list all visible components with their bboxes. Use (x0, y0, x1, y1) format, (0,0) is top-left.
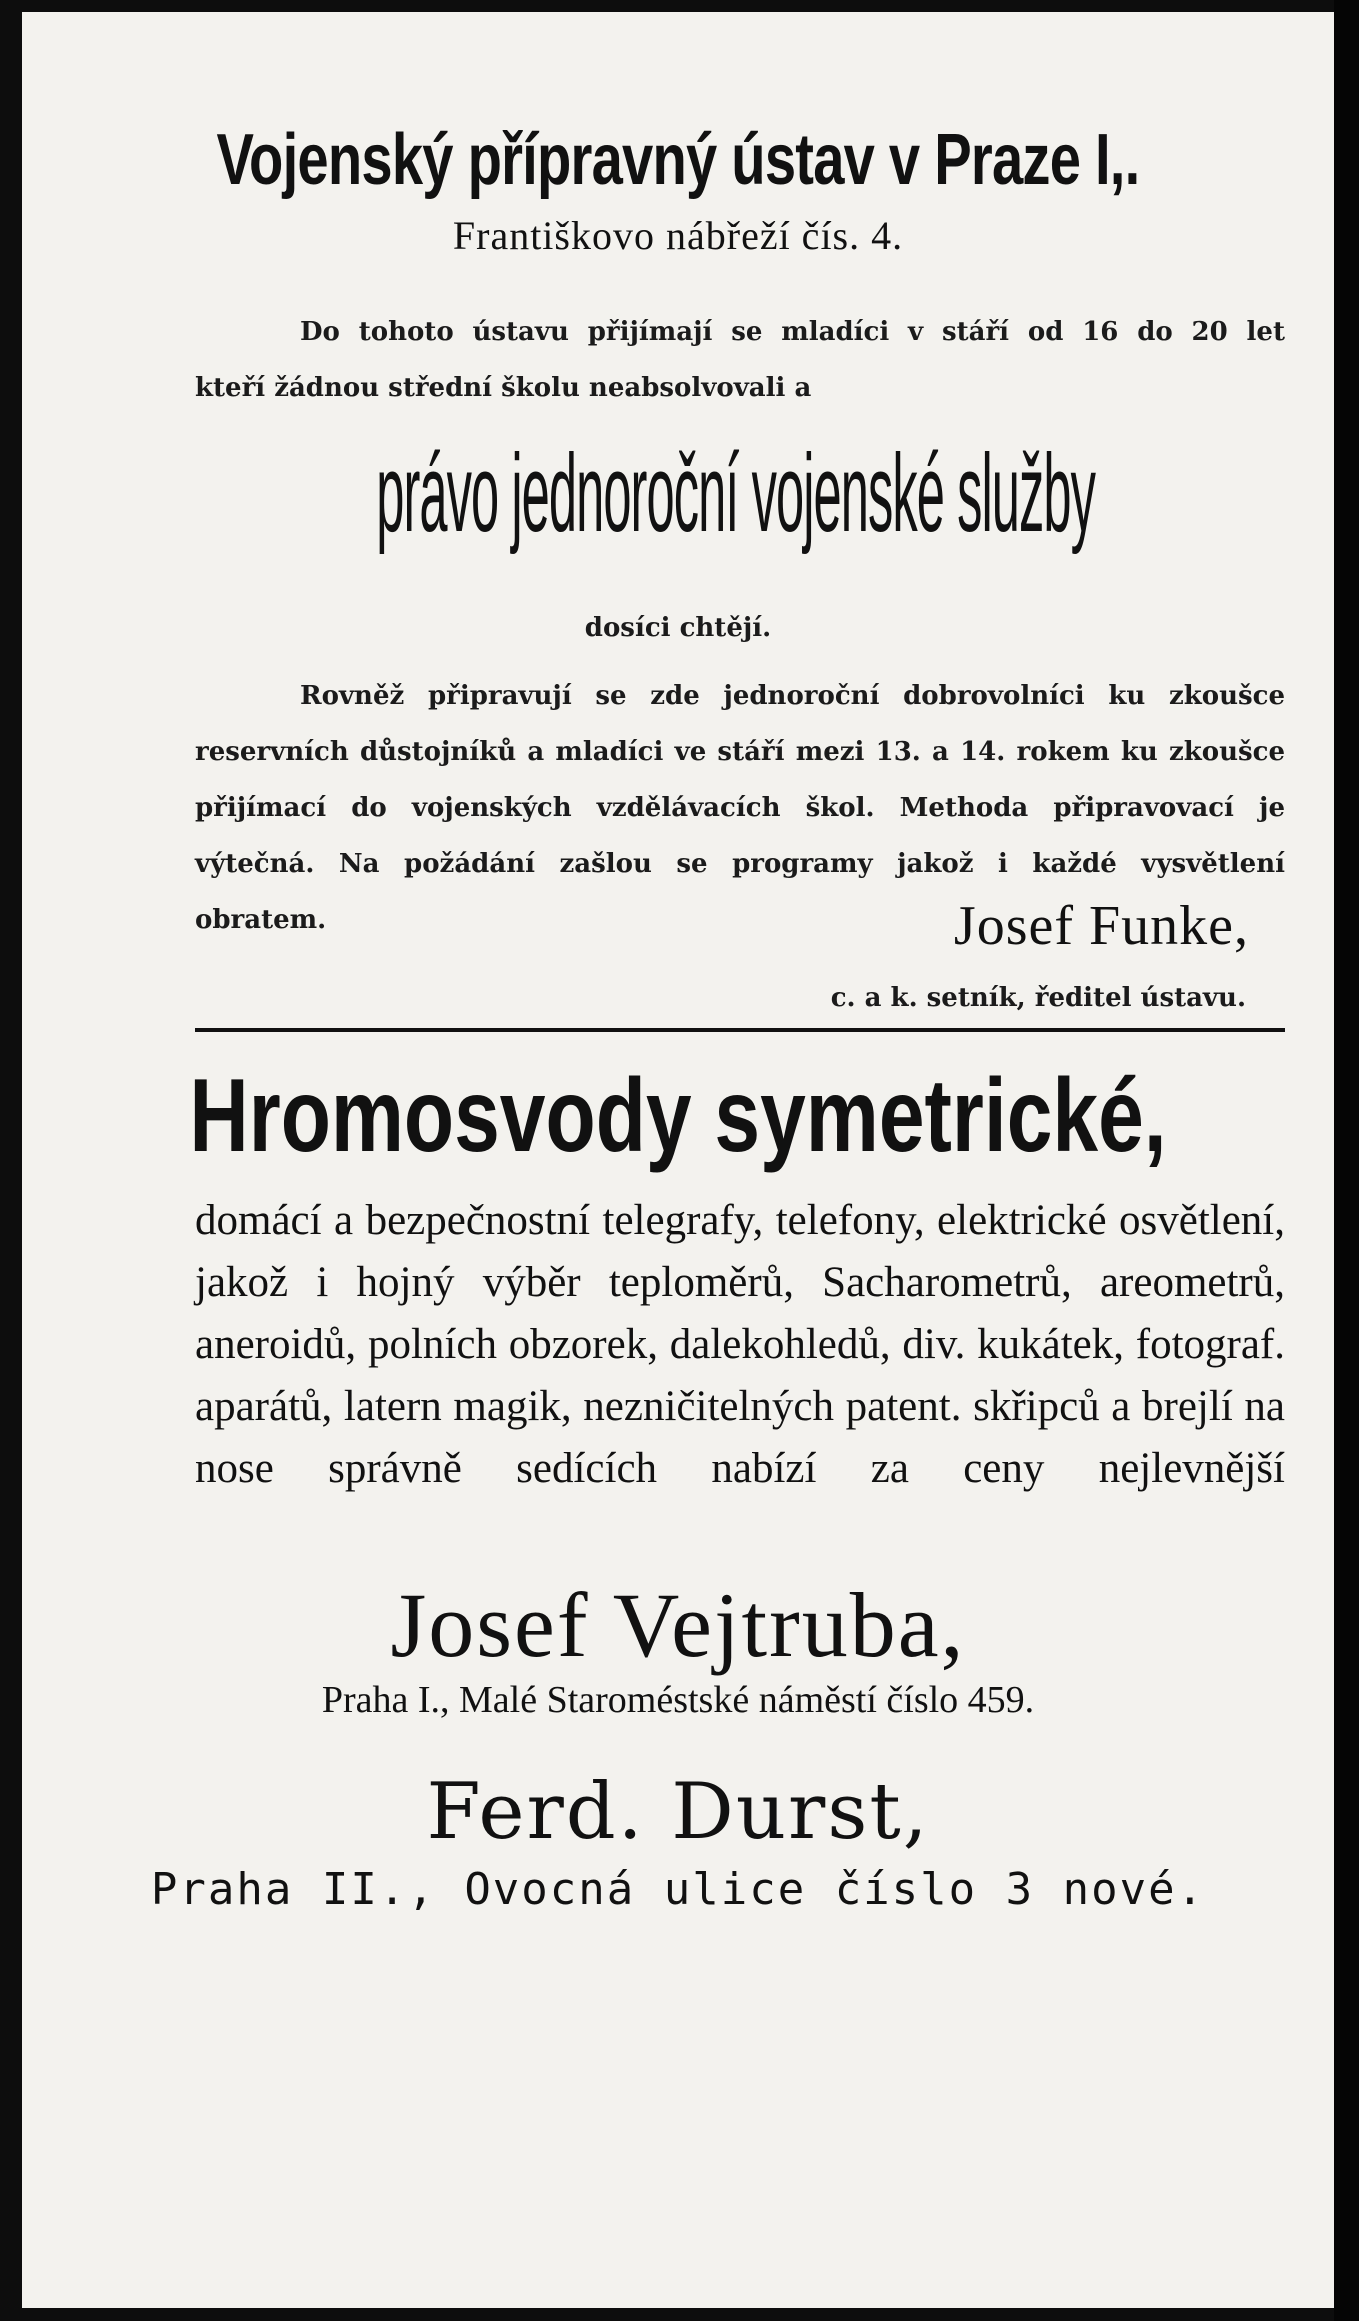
ad2-title: Hromosvody symetrické, (189, 1058, 1167, 1174)
ad2-paragraph: domácí a bezpečnostní telegrafy, telefony, elektrické osvětlení, jakož i hojný výběr teploměrů, Sacharometrů, areometrů, aneroidů, polních obzorek, dalekohledů, div. kukátek, fotograf. aparátů, latern magik, nezničitelných patent. skřipců a brejlí na nose správně sedících nabízí za ceny nejlevnější (195, 1197, 1285, 1492)
page (22, 12, 1334, 2308)
ad1-address: Františkovo nábřeží čís. 4. (452, 213, 904, 258)
ad1-highlight: právo jednoroční vojenské služby (376, 432, 1095, 555)
ad3-address: Praha II., Ovocná ulice číslo 3 nové. (150, 1864, 1206, 1915)
scan-edge (1334, 0, 1359, 2321)
ad1-after-highlight: dosíci chtějí. (584, 613, 772, 643)
ad1-intro-line1: Do tohoto ústavu přijímají se mladíci v stáří od 16 do 20 let (300, 317, 1285, 347)
ad1-paragraph: Rovněž připravují se zde jednoroční dobrovolníci ku zkoušce reservních důstojníků a mladíci ve stáří mezi 13. a 14. rokem ku zkoušce přijímací do vojenských vzdělávacích škol. Methoda připravovací je výtečná. Na požádání zašlou se programy jakož i každé vysvětlení obratem. (195, 681, 1285, 935)
ad1-intro-line2: kteří žádnou střední školu neabsolvovali a (195, 373, 812, 403)
ad1-title: Vojenský přípravný ústav v Praze I,. (216, 120, 1140, 200)
ad3-name: Ferd. Durst, (426, 1767, 930, 1857)
ad1-signature: Josef Funke, (953, 895, 1249, 957)
ad2-address: Praha I., Malé Staroméstské náměstí číslo 459. (321, 1679, 1035, 1721)
ad2-name: Josef Vejtruba, (390, 1574, 966, 1676)
divider-rule (195, 1028, 1285, 1032)
ad1-signature-role: c. a k. setník, ředitel ústavu. (830, 983, 1246, 1013)
ad1-intro (195, 304, 1285, 416)
